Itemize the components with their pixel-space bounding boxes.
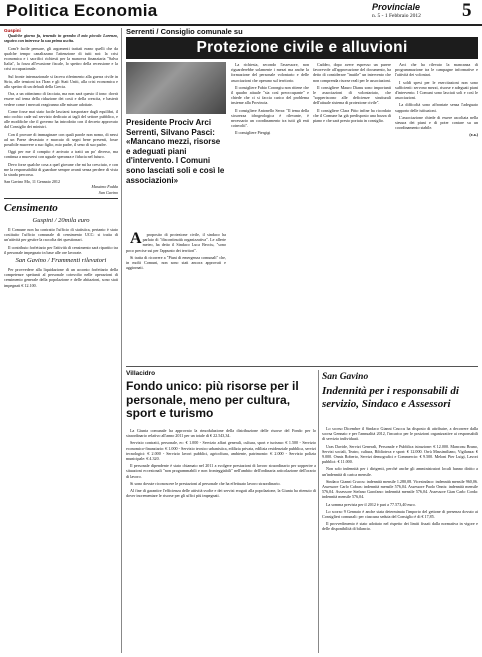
- article-kicker: Serrenti / Consiglio comunale su: [126, 27, 243, 36]
- article-paragraph: Arci che ha rilevato la mancanza di programmazione tra le campagne informative e l'attività dei volontari.: [395, 62, 478, 78]
- villacidro-body: [126, 428, 316, 653]
- left-paragraph: Con il provare di immaginare con quali parole non nomo, di nessi ad un Paese devastato e marcato di segni bene presenti, fosse possibile muovere a suo figlio, mio padre, il seno di suo padre.: [4, 131, 118, 148]
- sangavino-paragraph: Lo scorso Dicembre il Sindaco Gianni Cruccu ha disposto di attribuire, a decorrere dalla scorsa Gennaio e per l'annualità 2012, l'incarico per le posizioni organizzative ai responsabili di servizio individuati.: [322, 426, 478, 442]
- census-title: Censimento: [4, 198, 118, 215]
- column-divider: [318, 370, 319, 653]
- census-subtitle: Guspini / 20mila euro: [32, 216, 90, 224]
- sangavino-paragraph: Il provvedimento è stato adottato nel rispetto dei limiti fissati dalla normativa in vigore e delle disponibilità di bilancio.: [322, 521, 478, 532]
- section-title: Politica Economia: [6, 1, 158, 20]
- sangavino-paragraph: Uras Davide, Servizi Generali, Personale e Pubblica istruzione: € 12.000. Mancosu Bruno, Servizi sociali, Teatro, cultura, Biblioteca e sport: € 12.000. Orrù Massimiliano, Vigilanza: € 9.000. Onnis Roberto, Servizi demografici e Commercio: € 9.500. Meloni Pier Luigi, Lavori pubblici: € 11.000.: [322, 443, 478, 465]
- article-paragraph: Il consigliere Mauro Dianu sono importanti le associazioni di volontariato, che "sopperiscono alle deficienze strutturali dell'attuale sistema di protezione civile".: [313, 84, 391, 106]
- article-column-1: [126, 232, 226, 364]
- sangavino-paragraph: Sindaco Gianni Cruccu: indennità mensile 1.280,08. Vicesindaco: indennità mensile 960,06. Assessore Carlo Cabras: indennità mensile 576,04. Assessore Paolo Onnis: indennità mensile 576,04. Assessore Stefano Garofano: indennità mensile 576,04. Assessore Gian Carlo Corda: indennità mensile 576,04.: [322, 478, 478, 500]
- article-deck: Presidente Prociv Arci Serrenti, Silvano Pasci: «Mancano mezzi, risorse e adeguati piani d'intervento. I Comuni sono lasciati soli e così le associazioni»: [126, 118, 225, 185]
- villacidro-paragraph: Si sono dovute riconoscere le prestazioni al personale che ha effettuato lavoro straordinario.: [130, 480, 281, 486]
- villacidro-headline: Fondo unico: più risorse per il personale, meno per cultura, sport e turismo: [126, 379, 299, 420]
- issue-date: n. 5 - 1 Febbraio 2012: [372, 13, 421, 19]
- article-paragraph: Si tratta di ricorrere a "Piani di emergenza comunali" che, in molti Comuni, non sono stati ancora approvati e aggiornati.: [126, 254, 226, 271]
- column-divider: [121, 28, 122, 653]
- article-paragraph: Il consigliere Piergigi: [235, 130, 271, 136]
- article-paragraph: Caddeo, dopo avere espresso un parere favorevole all'approvazione del documento, ha detto di considerare "inutile" un intervento che non comprenda risorse reali per le associazioni.: [313, 62, 391, 83]
- villacidro-paragraph: La Giunta comunale ha approvato la rimodulazione della distribuzione delle risorse del Fondo per lo straordinario relativo all'anno 2011 per un totale di € 22.543,34.: [126, 428, 316, 439]
- left-paragraph: Come fosse mai stato facile lasciarsi trasportare dagli equilibri, il mio occhio cade sul servizio dedicato ai tagli del settore pubblico, e alle modifiche che il governo ha introdotto con il decreto approvato dal Consiglio dei ministri.: [4, 108, 118, 130]
- sangavino-paragraph: Lo scorso 9 Gennaio è anche stata determinata l'importo del gettone di presenza dovuto ai Consiglieri comunali: per ciascuna seduta del Consiglio è di € 17,85.: [322, 508, 478, 520]
- villacidro-tag: Villacidro: [126, 370, 156, 377]
- left-kicker: Guspini: [4, 28, 21, 33]
- article-paragraph: La richiesta, secondo l'assessore, non riguarderebbe solamente i mezzi ma anche la formazione del personale volontario e delle associazioni che operano sul territorio.: [231, 62, 309, 83]
- article-paragraph: I soldi spesi per le esercitazioni non sono sufficienti: servono mezzi, risorse e adeguati piani d'intervento. I Comuni sono lasciati soli e così le associazioni.: [395, 79, 478, 101]
- article-paragraph: Il consigliere Antonello Serra: "Il tema della sicurezza idrogeologica è rilevante, è necessario un coordinamento tra tutti gli enti coinvolti".: [231, 107, 309, 129]
- article-paragraph: Aproposito di protezione civile, il sindaco ha parlato di "discontinuità organizzativa". Le allerte meteo, ha detto il Sindaco Luca Becciu, "sono poco precise sui per l'appunto dei territori".: [126, 232, 226, 253]
- page-number: 5: [462, 0, 472, 21]
- census2-paragraph: Per provvedere alla liquidazione di un acconto forfettario della competenze spettanti al personale coinvolto nelle operazioni di censimento generale della popolazione e delle abitazioni, sono stati impegnati € 12.100.: [4, 266, 118, 288]
- signature-place: San Gavino Mo, 11 Gennaio 2012: [4, 179, 61, 185]
- left-paragraph: Devo forse qualche cosa a quel giovane che mi ha cresciuto, e con me la responsabilità di guardare sempre avanti senza perdere di vista la strada percorsa.: [4, 161, 118, 178]
- sangavino-tag: San Gavino: [322, 372, 369, 382]
- article-paragraph: L'associazione chiede di essere ascoltata nella stesura dei piani e di poter contare su un coordinamento stabile.: [395, 114, 478, 131]
- villacidro-paragraph: Al fine di garantire l'efficienza delle attività svolte e dei servizi erogati alla popolazione, la Giunta ha ritenuto di dover incrementare le risorse per gli uffici più impegnati.: [126, 488, 316, 499]
- article-photo: [126, 62, 226, 114]
- article-banner-headline: Protezione civile e alluvioni: [126, 37, 478, 59]
- villacidro-paragraph: Il personale dipendente è stato chiamato nel 2011 a svolgere prestazioni di lavoro straordinario per sopperire a situazioni eccezionali "non programmabili e non fronteggiabili" nell'ambito dell'ordinaria articolazione dell'orario di lavoro.: [126, 463, 316, 479]
- article-paragraph: Il consigliere Clara Pitto infine ha ricordato che il Comune ha già predisposto una bozza di piano e che sarà presto portata in consiglio.: [313, 107, 391, 124]
- newspaper-logo: Provinciale: [372, 2, 421, 12]
- left-paragraph: Sul fronte internazionale si faceva riferimento alla guerra civile in Siria, alle tensioni tra l'Iran e gli Stati Uniti, alla crisi economica e allo spettro di un default della Grecia.: [4, 73, 118, 90]
- article-column-4: [395, 62, 478, 364]
- sangavino-headline: Indennità per i responsabili di servizio, Sindaco e Assessori: [322, 385, 459, 410]
- sangavino-paragraph: La somma prevista per il 2012 è pari a 77.573,40 euro.: [326, 501, 416, 507]
- article-column-3: [313, 62, 391, 364]
- article-paragraph: La difficoltà sono affrontate senza l'adeguato supporto delle istituzioni.: [395, 102, 478, 113]
- left-lead: Qualche giorno fa, tenendo in grembo il mio piccolo Lorenzo, seguivo con interesse la sua prima uscita.: [4, 33, 118, 44]
- left-paragraph: Oggi per me il compito è arrivato a tratti un po' diverso, ma continua a muoversi con uguale speranza e fiducia nel futuro.: [4, 149, 118, 160]
- census-paragraph: Il Comune non ha contratto l'ufficio di statistica, pertanto è stato costituito l'ufficio comunale di censimento UCC: si tratta di un'attività per gestire la raccolta dei questionari.: [4, 226, 118, 243]
- article-paragraph: Il consigliere Fabio Corongiu non ritiene che il quadro attuale "sia così preoccupante" e chiede che ci si faccia carico del problema insieme alla Provincia.: [231, 84, 309, 106]
- signature-name: Massimo Fadda: [91, 184, 118, 190]
- section-divider: [126, 366, 478, 367]
- villacidro-paragraph: Servizio contratti, personale, ec: € 1.000 - Servizio affari generali, cultura, sport e turismo: € 1.500 - Servizio economico-finanziario: € 1.000 - Servizio tecnico urbanistica, edilizia privata, edilizia residenziale pubblica, servizi tecnologici: € 2.000 - Servizio lavori pubblici, agricoltura, ambiente, patrimonio: € 2.000 - Servizio polizia municipale: € 4.320.: [126, 440, 316, 462]
- signature-city: San Gavino: [98, 189, 118, 195]
- left-paragraph: Ora, a un ottimismo di facciata, ma non sarà questo il tono: dovrà essere sul tema della riduzione dei costi e della crescita, e basterà vedere come i mercati reagiranno alle misure adottate.: [4, 91, 118, 107]
- left-column: [4, 28, 118, 653]
- article-signoff: (e.a.): [469, 132, 478, 138]
- sangavino-body: [322, 426, 478, 653]
- sangavino-paragraph: Non solo indennità per i dirigenti, perché anche gli amministratori locali hanno diritto a un'indennità di carica mensile.: [322, 466, 478, 477]
- left-paragraph: Com'è facile pensare, gli argomenti trattati erano quelli che da qualche tempo canalizzano l'attenzione di tutti noi: la crisi economica e i sacrifici richiesti per la manovra finanziaria "Salva Italia", la forza all'evasione fiscale, lo spettro della recessione e la crisi occupazionale.: [4, 45, 118, 72]
- census-paragraph: Il contributo forfettario per l'attività di censimento sarà ripartito tra il personale impegnato in base alle ore lavorate.: [4, 244, 118, 255]
- article-column-2: [231, 62, 309, 364]
- census2-subtitle: San Gavino / Frammenti rilevatori: [15, 256, 107, 264]
